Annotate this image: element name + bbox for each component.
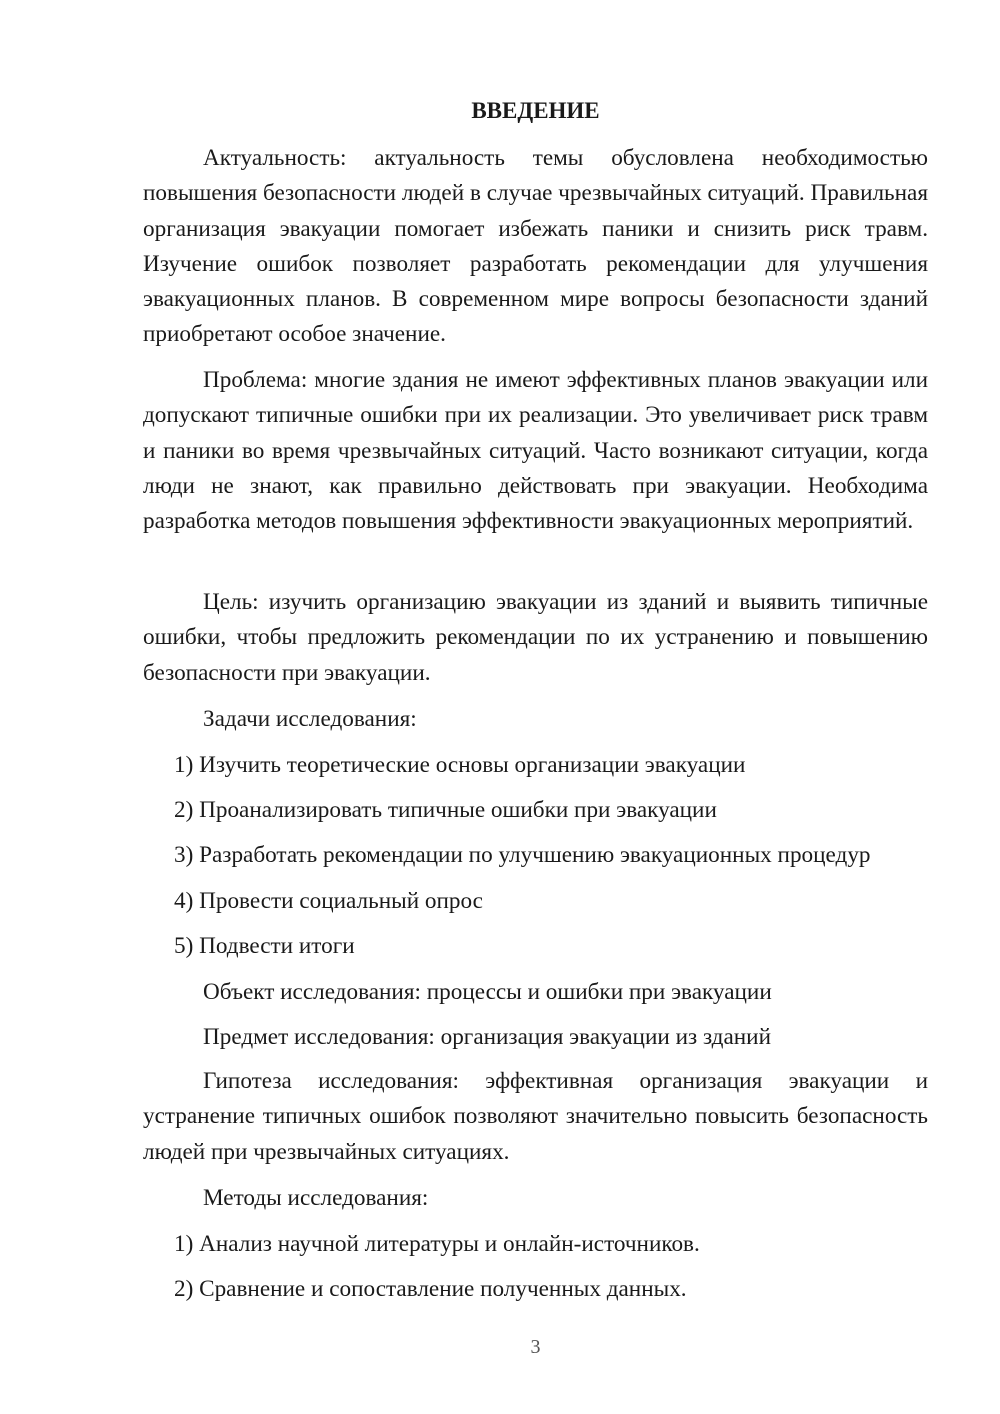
research-subject: Предмет исследования: организация эвакуации из зданий (203, 1024, 772, 1050)
research-object: Объект исследования: процессы и ошибки при эвакуации (203, 979, 772, 1005)
tasks-heading: Задачи исследования: (203, 706, 417, 732)
hypothesis-paragraph: Гипотеза исследования: эффективная организация эвакуации и устранение типичных ошибок позволяют значительно повысить безопасность людей при чрезвычайных ситуациях. (143, 1068, 928, 1165)
page-number: 3 (530, 1336, 541, 1358)
goal-paragraph: Цель: изучить организацию эвакуации из зданий и выявить типичные ошибки, чтобы предложить рекомендации по их устранению и повышению безопасности при эвакуации. (143, 589, 928, 686)
page-title: ВВЕДЕНИЕ (471, 98, 600, 123)
relevance-paragraph: Актуальность: актуальность темы обусловлена необходимостью повышения безопасности людей в случае чрезвычайных ситуаций. Правильная организация эвакуации помогает избежать паники и снизить риск травм. Изучение ошибок позволяет разработать рекомендации для улучшения эвакуационных планов. В современном мире вопросы безопасности зданий приобретают особое значение. (143, 145, 928, 348)
task-item: 1) Изучить теоретические основы организации эвакуации (174, 752, 746, 778)
task-item: 2) Проанализировать типичные ошибки при эвакуации (174, 797, 717, 823)
methods-heading: Методы исследования: (203, 1185, 429, 1211)
task-item: 3) Разработать рекомендации по улучшению эвакуационных процедур (174, 842, 871, 868)
task-item: 5) Подвести итоги (174, 933, 355, 959)
method-item: 2) Сравнение и сопоставление полученных данных. (174, 1276, 687, 1302)
problem-paragraph: Проблема: многие здания не имеют эффективных планов эвакуации или допускают типичные ошибки при их реализации. Это увеличивает риск травм и паники во время чрезвычайных ситуаций. Часто возникают ситуации, когда люди не знают, как правильно действовать при эвакуации. Необходима разработка методов повышения эффективности эвакуационных мероприятий. (143, 367, 928, 535)
task-item: 4) Провести социальный опрос (174, 888, 483, 914)
method-item: 1) Анализ научной литературы и онлайн-источников. (174, 1231, 700, 1257)
